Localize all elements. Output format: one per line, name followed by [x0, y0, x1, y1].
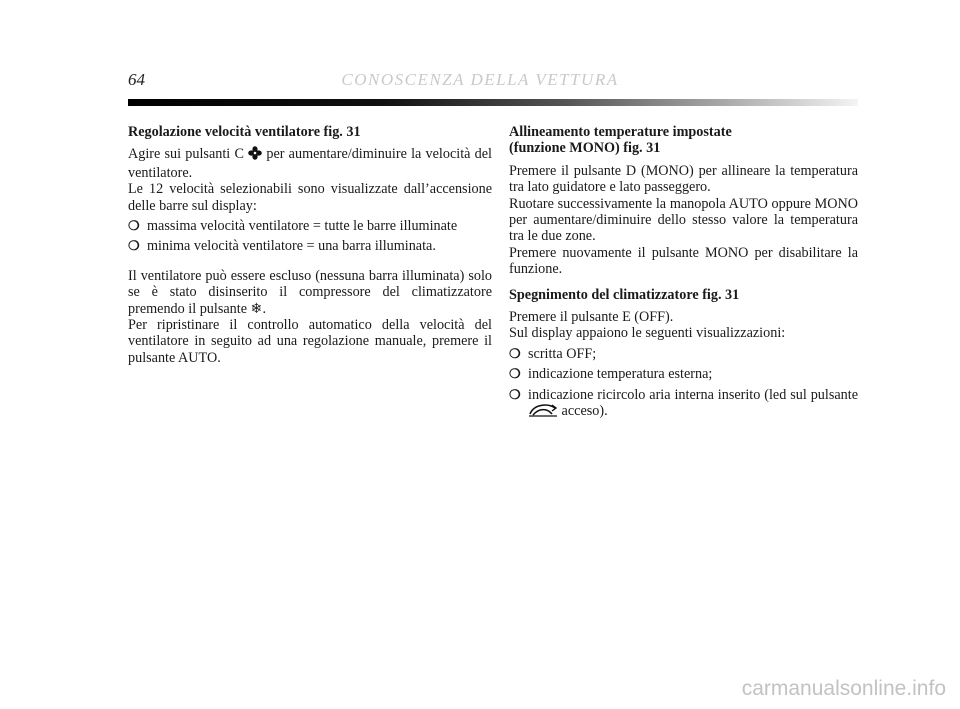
paragraph-off-button: Premere il pulsante E (OFF). — [509, 309, 674, 326]
bullet-icon: ❍ — [509, 386, 521, 402]
list-item-text: indicazione ricircolo aria interna inserito (led sul pulsante — [528, 386, 858, 403]
header-rule — [128, 99, 858, 106]
list-item-text: scritta OFF; — [528, 345, 597, 362]
section-heading-off: Spegnimento del climatizzatore fig. 31 — [509, 286, 740, 303]
list-item — [128, 238, 492, 254]
list-item-text: massima velocità ventilatore = tutte le barre illuminate — [147, 218, 458, 235]
spacer — [509, 278, 858, 287]
watermark: carmanualsonline.info — [741, 677, 946, 700]
section-heading-mono — [509, 124, 858, 157]
paragraph-display: Sul display appaiono le seguenti visualizzazioni: — [509, 325, 786, 342]
paragraph-disable-mono: Premere nuovamente il pulsante MONO per disabilitare la funzione. — [509, 244, 858, 278]
list-item — [509, 387, 858, 422]
running-title: CONOSCENZA DELLA VETTURA — [341, 70, 619, 89]
spacer — [128, 259, 492, 268]
paragraph-auto-restore: Per ripristinare il controllo automatico della velocità del ventilatore in seguito ad una regolazione manuale, premere il pulsante AUTO. — [128, 317, 492, 366]
heading-line: Allineamento temperature impostate — [509, 124, 732, 140]
fan-speed-list — [128, 218, 492, 255]
page-number: 64 — [128, 70, 145, 89]
heading-line: (funzione MONO) fig. 31 — [509, 140, 661, 157]
paragraph-text: Agire sui pulsanti C — [128, 146, 249, 163]
left-column — [128, 124, 492, 366]
fan-icon — [248, 146, 262, 164]
bullet-icon: ❍ — [509, 345, 521, 361]
snowflake-icon: ❄ — [250, 300, 263, 317]
list-item — [509, 346, 858, 362]
bullet-icon: ❍ — [128, 238, 140, 254]
right-column — [509, 124, 858, 426]
paragraph-text: per aumentare/diminuire la velocità del ventilatore. — [128, 146, 492, 181]
paragraph-speeds: Le 12 velocità selezionabili sono visualizzate dall’accensione delle barre sul display: — [128, 181, 492, 214]
display-list — [509, 346, 858, 422]
list-item — [509, 366, 858, 382]
list-item — [128, 218, 492, 234]
bullet-icon: ❍ — [509, 366, 521, 382]
list-item-text: indicazione temperatura esterna; — [528, 366, 713, 383]
section-heading-fan-speed: Regolazione velocità ventilatore fig. 31 — [128, 124, 361, 140]
paragraph-fan-buttons — [128, 146, 492, 181]
paragraph-text: . — [262, 300, 266, 317]
list-item-text: acceso). — [558, 403, 608, 420]
bullet-icon: ❍ — [128, 218, 140, 234]
air-recirculation-icon — [528, 403, 558, 421]
paragraph-rotate-knob: Ruotare successivamente la manopola AUTO oppure MONO per aumentare/diminuire dello stesso valore la temperatura tra le due zone. — [509, 195, 858, 245]
paragraph-fan-exclusion — [128, 268, 492, 317]
list-item-text: minima velocità ventilatore = una barra illuminata. — [147, 238, 436, 255]
paragraph-text: Il ventilatore può essere escluso (nessuna barra illuminata) solo se è stato disinserito il compressore del climatizzatore premendo il pulsante — [128, 267, 492, 317]
paragraph-mono: Premere il pulsante D (MONO) per allineare la temperatura tra lato guidatore e lato passeggero. — [509, 162, 858, 196]
